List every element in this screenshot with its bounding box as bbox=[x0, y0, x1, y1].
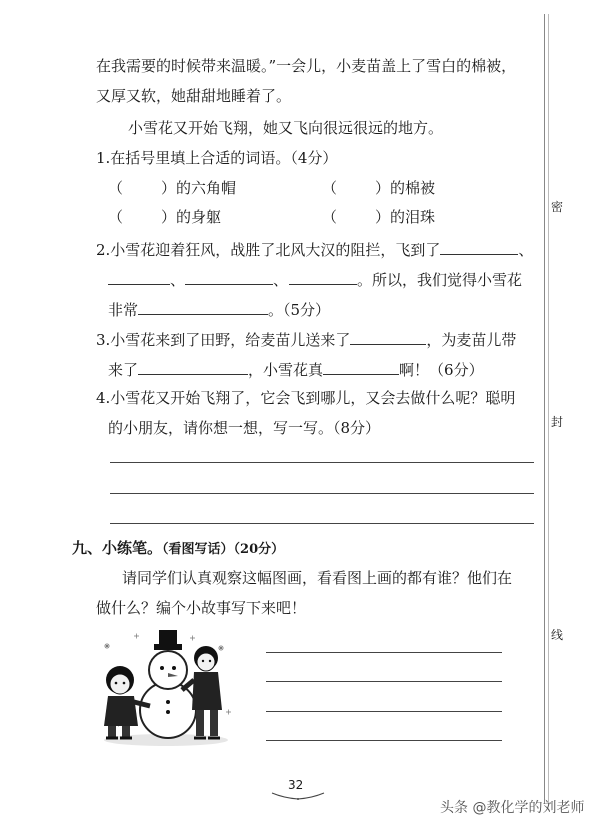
snowman-children-illustration bbox=[94, 628, 236, 748]
q4-line-2: 的小朋友，请你想一想，写一写。（8分） bbox=[108, 419, 381, 437]
q2-text-1: 2.小雪花迎着狂风，战胜了北风大汉的阻拦，飞到了 bbox=[96, 241, 441, 259]
q4-line-1: 4.小雪花又开始飞翔了，它会飞到哪儿，又会去做什么呢？聪明 bbox=[96, 389, 516, 407]
q2-blank-2[interactable] bbox=[108, 268, 170, 285]
paren-open: （ bbox=[108, 179, 124, 197]
paren-close: ） bbox=[375, 179, 391, 197]
q2-blank-4[interactable] bbox=[289, 268, 357, 285]
paren-open: （ bbox=[322, 208, 338, 226]
section-9-heading bbox=[72, 538, 284, 560]
q1-item-label: 的棉被 bbox=[390, 179, 436, 197]
q3-blank-3[interactable] bbox=[323, 358, 399, 375]
watermark: 头条 @教化学的刘老师 bbox=[440, 800, 585, 816]
q2-blank-5[interactable] bbox=[138, 298, 268, 315]
q1-item-label: 的六角帽 bbox=[176, 179, 237, 197]
q3-blank-1[interactable] bbox=[350, 328, 426, 345]
q1-item-4[interactable] bbox=[322, 207, 435, 227]
q2-line-3 bbox=[108, 298, 330, 320]
q3-text-4: ，小雪花真 bbox=[248, 361, 324, 379]
q2-blank-1[interactable] bbox=[440, 238, 518, 255]
q3-text-3: 来了 bbox=[108, 361, 139, 379]
margin-char-mi: 密 bbox=[550, 200, 563, 214]
q1-item-3[interactable] bbox=[108, 207, 221, 227]
story-line-3: 小雪花又开始飞翔，她又飞向很远很远的地方。 bbox=[128, 119, 444, 137]
q3-text-1: 3.小雪花来到了田野，给麦苗儿送来了 bbox=[96, 331, 351, 349]
writing-line-1[interactable] bbox=[266, 652, 502, 653]
q2-score: 。（5分） bbox=[268, 301, 331, 319]
q3-blank-2[interactable] bbox=[138, 358, 248, 375]
q2-text-2: 。所以，我们觉得小雪花 bbox=[357, 271, 523, 289]
q2-blank-3[interactable] bbox=[185, 268, 273, 285]
section-9-prompt-2: 做什么？编个小故事写下来吧！ bbox=[96, 599, 307, 617]
binding-line bbox=[544, 14, 545, 804]
q2-sep-1: 、 bbox=[518, 241, 534, 259]
section-9-subtitle: （看图写话） bbox=[162, 542, 234, 557]
page-number-ornament-icon bbox=[270, 790, 326, 800]
margin-char-feng: 封 bbox=[550, 415, 563, 429]
paren-close: ） bbox=[375, 208, 391, 226]
q3-line-1 bbox=[96, 328, 516, 350]
q1-item-1[interactable] bbox=[108, 178, 236, 198]
writing-line-2[interactable] bbox=[266, 681, 502, 682]
q1-item-label: 的泪珠 bbox=[390, 208, 436, 226]
paren-close: ） bbox=[161, 208, 177, 226]
binding-line-inner bbox=[548, 14, 549, 804]
story-line-2: 又厚又软，她甜甜地睡着了。 bbox=[96, 87, 292, 105]
q4-answer-line-2[interactable] bbox=[110, 493, 534, 494]
paren-close: ） bbox=[161, 179, 177, 197]
q4-answer-line-3[interactable] bbox=[110, 523, 534, 524]
q2-line-1 bbox=[96, 238, 533, 260]
paren-open: （ bbox=[322, 179, 338, 197]
section-9-score: （20分） bbox=[233, 542, 285, 557]
section-9-prompt-1: 请同学们认真观察这幅图画，看看图上画的都有谁？他们在 bbox=[122, 569, 513, 587]
q4-answer-line-1[interactable] bbox=[110, 462, 534, 463]
writing-line-4[interactable] bbox=[266, 740, 502, 741]
q1-item-label: 的身躯 bbox=[176, 208, 222, 226]
section-9-title: 九、小练笔。 bbox=[72, 539, 163, 557]
q3-line-2 bbox=[108, 358, 484, 380]
q1-stem: 1.在括号里填上合适的词语。（4分） bbox=[96, 149, 338, 167]
q1-item-2[interactable] bbox=[322, 178, 435, 198]
q3-text-5: 啊！（6分） bbox=[399, 361, 484, 379]
q2-sep-2: 、 bbox=[170, 271, 186, 289]
page-number: 32 bbox=[288, 778, 304, 792]
q2-sep-3: 、 bbox=[273, 271, 289, 289]
margin-char-xian: 线 bbox=[550, 628, 563, 642]
story-line-1: 在我需要的时候带来温暖。”一会儿，小麦苗盖上了雪白的棉被， bbox=[96, 57, 517, 75]
q2-line-2 bbox=[108, 268, 522, 290]
paren-open: （ bbox=[108, 208, 124, 226]
writing-line-3[interactable] bbox=[266, 711, 502, 712]
q2-text-3: 非常 bbox=[108, 301, 139, 319]
q3-text-2: ，为麦苗儿带 bbox=[426, 331, 517, 349]
